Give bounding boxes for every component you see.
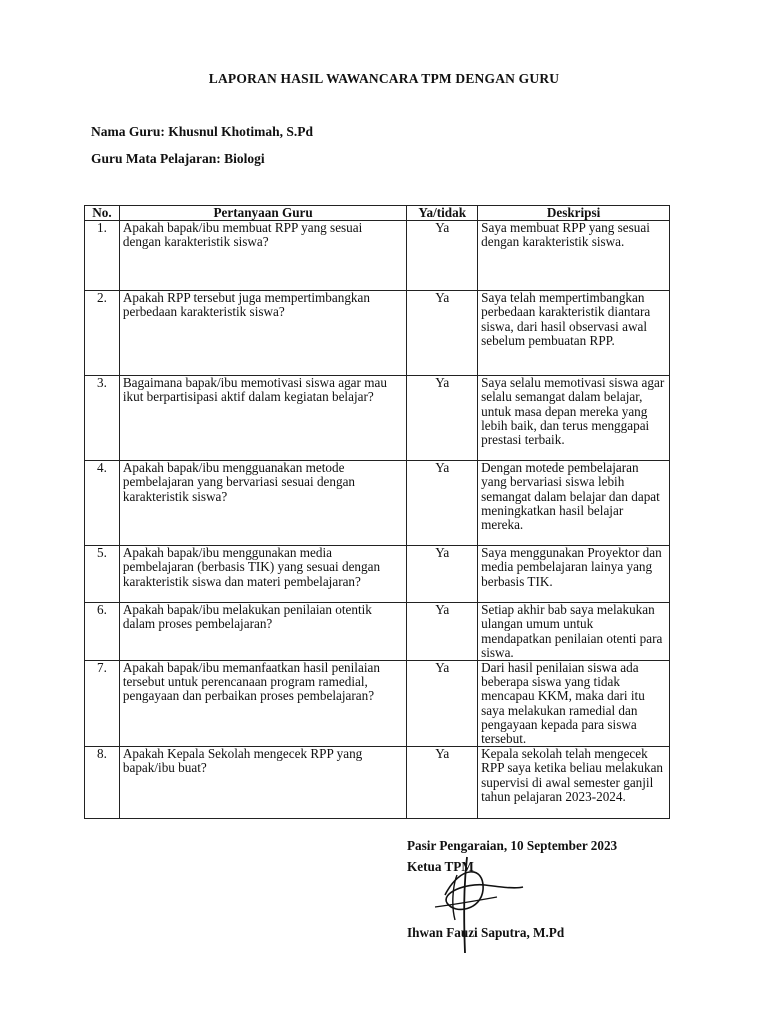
description-cell: Saya membuat RPP yang sesuai dengan karakteristik siswa. — [478, 221, 670, 291]
description-cell: Kepala sekolah telah mengecek RPP saya ketika beliau melakukan supervisi di awal semester ganjil tahun pelajaran 2023-2024. — [478, 747, 670, 819]
description-cell: Saya selalu memotivasi siswa agar selalu semangat dalam belajar, untuk masa depan mereka yang lebih baik, dan terus menggapai prestasi terbaik. — [478, 376, 670, 461]
table-row — [85, 291, 670, 376]
question-cell: Apakah RPP tersebut juga mempertimbangkan perbedaan karakteristik siswa? — [119, 291, 406, 376]
question-cell: Apakah bapak/ibu mengguanakan metode pembelajaran yang bervariasi sesuai dengan karakteristik siswa? — [119, 461, 406, 546]
question-cell: Apakah bapak/ibu memanfaatkan hasil penilaian tersebut untuk perencanaan program ramedial, pengayaan dan perbaikan proses pembelajaran? — [119, 661, 406, 747]
row-number: 8. — [85, 747, 120, 819]
answer-cell: Ya — [407, 291, 478, 376]
answer-cell: Ya — [407, 461, 478, 546]
table-row — [85, 461, 670, 546]
table-row — [85, 376, 670, 461]
subject-line: Guru Mata Pelajaran: Biologi — [91, 151, 265, 166]
signature-role: Ketua TPM — [407, 859, 474, 874]
header-description: Deskripsi — [478, 206, 670, 221]
document-title: LAPORAN HASIL WAWANCARA TPM DENGAN GURU — [208, 71, 560, 86]
signature-place-date: Pasir Pengaraian, 10 September 2023 — [407, 838, 618, 853]
question-cell: Apakah Kepala Sekolah mengecek RPP yang bapak/ibu buat? — [119, 747, 406, 819]
signatory-name: Ihwan Fauzi Saputra, M.Pd — [407, 925, 565, 940]
row-number: 2. — [85, 291, 120, 376]
answer-cell: Ya — [407, 546, 478, 603]
question-cell: Apakah bapak/ibu menggunakan media pembelajaran (berbasis TIK) yang sesuai dengan karakteristik siswa dan materi pembelajaran? — [119, 546, 406, 603]
teacher-name: Nama Guru: Khusnul Khotimah, S.Pd — [91, 124, 314, 139]
question-cell: Bagaimana bapak/ibu memotivasi siswa agar mau ikut berpartisipasi aktif dalam kegiatan belajar? — [119, 376, 406, 461]
header-no: No. — [85, 206, 120, 221]
header-answer: Ya/tidak — [407, 206, 478, 221]
table-row — [85, 546, 670, 603]
description-cell: Saya telah mempertimbangkan perbedaan karakteristik diantara siswa, dari hasil observasi awal sebelum pembuatan RPP. — [478, 291, 670, 376]
row-number: 7. — [85, 661, 120, 747]
table-header-row — [85, 206, 670, 221]
question-cell: Apakah bapak/ibu melakukan penilaian otentik dalam proses pembelajaran? — [119, 603, 406, 661]
answer-cell: Ya — [407, 376, 478, 461]
table-row — [85, 221, 670, 291]
row-number: 1. — [85, 221, 120, 291]
description-cell: Dari hasil penilaian siswa ada beberapa siswa yang tidak mencapau KKM, maka dari itu saya melakukan ramedial dan pengayaan kepada para siswa tersebut. — [478, 661, 670, 747]
header-question: Pertanyaan Guru — [119, 206, 406, 221]
question-cell: Apakah bapak/ibu membuat RPP yang sesuai dengan karakteristik siswa? — [119, 221, 406, 291]
answer-cell: Ya — [407, 661, 478, 747]
interview-table — [84, 205, 670, 819]
row-number: 4. — [85, 461, 120, 546]
table-row — [85, 661, 670, 747]
answer-cell: Ya — [407, 221, 478, 291]
description-cell: Saya menggunakan Proyektor dan media pembelajaran lainya yang berbasis TIK. — [478, 546, 670, 603]
row-number: 5. — [85, 546, 120, 603]
answer-cell: Ya — [407, 747, 478, 819]
description-cell: Dengan motede pembelajaran yang bervariasi siswa lebih semangat dalam belajar dan dapat meningkatkan hasil belajar mereka. — [478, 461, 670, 546]
table-row — [85, 603, 670, 661]
answer-cell: Ya — [407, 603, 478, 661]
row-number: 3. — [85, 376, 120, 461]
table-row — [85, 747, 670, 819]
row-number: 6. — [85, 603, 120, 661]
description-cell: Setiap akhir bab saya melakukan ulangan umum untuk mendapatkan penilaian otenti para siswa. — [478, 603, 670, 661]
